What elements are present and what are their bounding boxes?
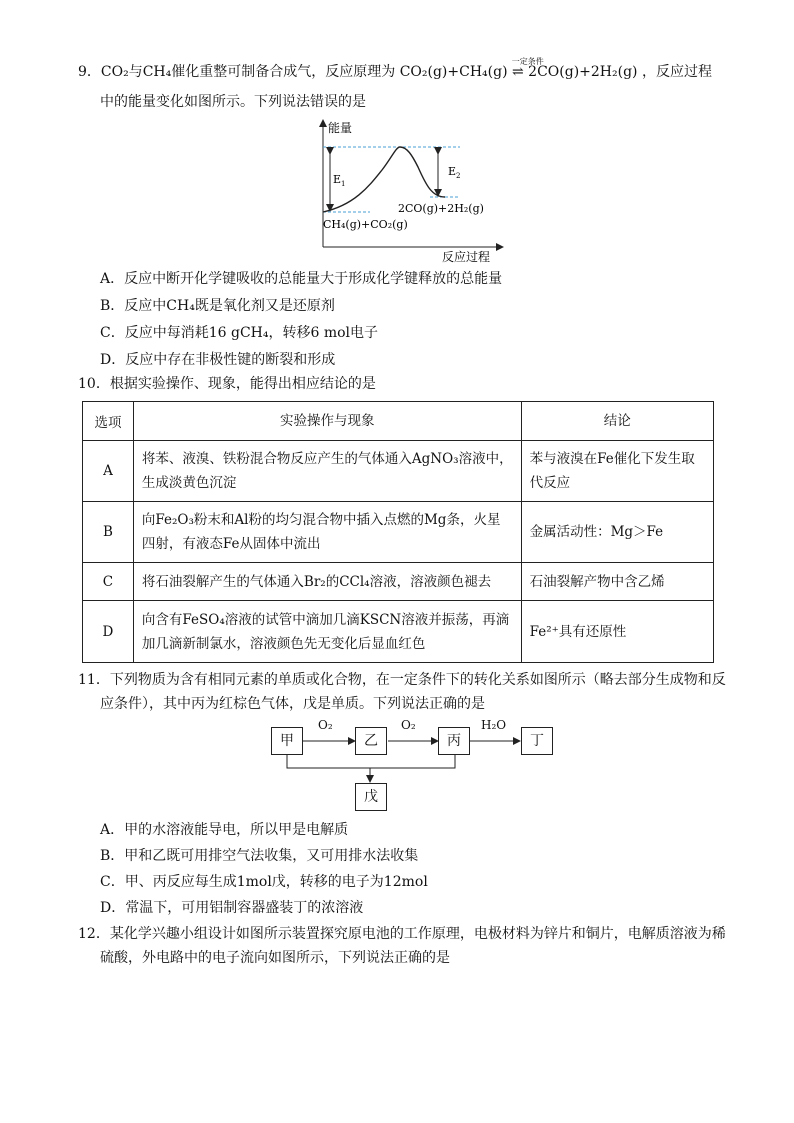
q9-stem-b: ，反应过程 [641,64,712,80]
table-row [83,563,714,601]
q11-option-d: D．常温下，可用铝制容器盛装丁的浓溶液 [100,900,364,916]
q9-equation [399,57,638,82]
node-ding: 丁 [521,727,553,755]
row-conclusion: 苯与液溴在Fe催化下发生取代反应 [521,441,713,502]
label-h2o: H₂O [481,718,507,732]
row-operation: 向含有FeSO₄溶液的试管中滴加几滴KSCN溶液并振荡，再滴加几滴新制氯水，溶液颜色先无变化后显血红色 [133,601,521,663]
row-option: B [83,502,134,563]
row-operation: 向Fe₂O₃粉末和Al粉的均匀混合物中插入点燃的Mg条，火星四射，有液态Fe从固体中流出 [133,502,521,563]
header-option: 选项 [83,402,134,441]
q11-option-c: C．甲、丙反应每生成1mol戊，转移的电子为12mol [100,874,428,890]
q10-stem: 10．根据实验操作、现象，能得出相应结论的是 [78,376,376,392]
q11-stem-line2: 应条件），其中丙为红棕色气体，戊是单质。下列说法正确的是 [100,696,485,712]
product-label: 2CO(g)+2H₂(g) [398,202,484,215]
q11-stem-line1: 11．下列物质为含有相同元素的单质或化合物，在一定条件下的转化关系如图所示（略去部分生成物和反 [78,672,726,688]
table-header-row [83,402,714,441]
q9-option-b: B．反应中CH₄既是氧化剂又是还原剂 [100,298,335,314]
table-row [83,601,714,663]
label-o2-first: O₂ [318,718,333,732]
header-operation: 实验操作与现象 [133,402,521,441]
q9-stem-line2: 中的能量变化如图所示。下列说法错误的是 [100,94,366,110]
node-yi: 乙 [355,727,387,755]
q12-stem-line1: 12．某化学兴趣小组设计如图所示装置探究原电池的工作原理，电极材料为锌片和铜片，电解质溶液为稀 [78,926,726,942]
energy-diagram [310,115,510,265]
conversion-diagram [270,718,560,814]
q9-equation-text: CO₂(g)+CH₄(g) ⇌ 2CO(g)+2H₂(g) [399,64,638,80]
row-conclusion: 金属活动性：Mg＞Fe [521,502,713,563]
q11-option-a: A．甲的水溶液能导电，所以甲是电解质 [100,822,349,838]
row-option: C [83,563,134,601]
y-axis-label: 能量 [328,121,353,135]
label-o2-second: O₂ [401,718,416,732]
row-option: A [83,441,134,502]
e1-label: $E_1$ [333,173,346,188]
q9-stem-line1 [78,57,712,82]
q9-stem-a: 9．CO₂与CH₄催化重整可制备合成气，反应原理为 [78,64,396,80]
row-conclusion: 石油裂解产物中含乙烯 [521,563,713,601]
row-operation: 将石油裂解产生的气体通入Br₂的CCl₄溶液，溶液颜色褪去 [133,563,521,601]
node-jia: 甲 [271,727,303,755]
reactant-label: CH₄(g)+CO₂(g) [323,218,408,231]
table-row [83,441,714,502]
row-conclusion: Fe²⁺具有还原性 [521,601,713,663]
q9-option-c: C．反应中每消耗16 gCH₄，转移6 mol电子 [100,325,379,341]
row-operation: 将苯、液溴、铁粉混合物反应产生的气体通入AgNO₃溶液中，生成淡黄色沉淀 [133,441,521,502]
q12-stem-line2: 硫酸，外电路中的电子流向如图所示，下列说法正确的是 [100,950,450,966]
header-conclusion: 结论 [521,402,713,441]
conversion-arrows [270,718,560,814]
e2-label: $E_2$ [448,165,461,180]
row-option: D [83,601,134,663]
node-wu: 戊 [355,783,387,811]
q9-option-d: D．反应中存在非极性键的断裂和形成 [100,352,336,368]
q9-condition: 一定条件 [511,57,544,66]
q10-table [82,401,714,663]
node-bing: 丙 [438,727,470,755]
x-axis-label: 反应过程 [442,250,491,264]
q9-option-a: A．反应中断开化学键吸收的总能量大于形成化学键释放的总能量 [100,271,503,287]
table-row [83,502,714,563]
q11-option-b: B．甲和乙既可用排空气法收集，又可用排水法收集 [100,848,419,864]
